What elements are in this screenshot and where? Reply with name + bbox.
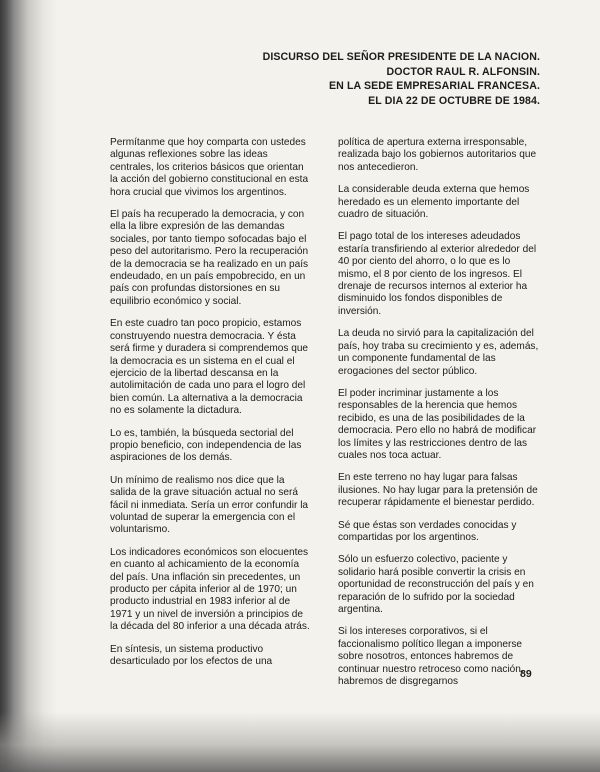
paragraph: En este terreno no hay lugar para falsas ilusiones. No hay lugar para la pretensión de recuperar rápidamente el bienestar perdido. (338, 472, 538, 509)
paragraph: Lo es, también, la búsqueda sectorial del propio beneficio, con independencia de las aspiraciones de los demás. (110, 427, 302, 464)
paragraph: El país ha recuperado la democracia, y con ella la libre expresión de las demandas sociales, por tanto tiempo sofocadas bajo el peso del autoritarismo. Pero la recuperación de la democracia se ha realizado en un país endeudado, en un país empobrecido, en un país con profundas distorsiones en su equilibrio económico y social. (110, 209, 309, 307)
heading-line-1: DISCURSO DEL SEÑOR PRESIDENTE DE LA NACION. (262, 51, 540, 63)
paragraph: El pago total de los intereses adeudados estaría transfiriendo al exterior alrededor del 40 por ciento del ahorro, o lo que es lo mismo, el 8 por ciento de los ingresos. El drenaje de recursos internos al exterior ha disminuido los fondos disponibles de inversión. (338, 231, 537, 317)
paragraph: Un mínimo de realismo nos dice que la salida de la grave situación actual no será fácil ni inmediata. Sería un error confundir la voluntad de superar la emergencia con el voluntarismo. (110, 474, 309, 536)
left-text-column (110, 137, 310, 678)
paragraph: La considerable deuda externa que hemos heredado es un elemento importante del cuadro de situación. (338, 184, 530, 221)
paragraph: política de apertura externa irresponsable, realizada bajo los gobiernos autoritarios que nos antecedieron. (338, 137, 537, 173)
heading-line-2: DOCTOR RAUL R. ALFONSIN. (386, 65, 540, 78)
paragraph: El poder incriminar justamente a los responsables de la herencia que hemos recibido, es una de las posibilidades de la democracia. Pero ello no habrá de modificar los límites y las restricciones dentro de las cuales nos toca actuar. (338, 387, 537, 461)
paragraph: Sólo un esfuerzo colectivo, paciente y solidario hará posible convertir la crisis en oportunidad de reconstrucción del país y en reparación de lo sufrido por la sociedad argentina. (338, 554, 534, 615)
paragraph: Sé que éstas son verdades conocidas y compartidas por los argentinos. (338, 519, 517, 543)
bottom-edge-shadow (0, 712, 600, 772)
paragraph: La deuda no sirvió para la capitalización del país, hoy traba su crecimiento y es, además, un componente fundamental de las erogaciones del sector público. (338, 328, 539, 377)
book-spine-shadow (0, 0, 58, 772)
paragraph: Los indicadores económicos son elocuentes en cuanto al achicamiento de la economía del país. Una inflación sin precedentes, un producto per cápita inferior al de 1970; un producto industrial en 1983 inferior al de 1971 y un nivel de inversión a principios de la década del 80 inferior a una década atrás. (110, 546, 310, 633)
right-text-column (338, 137, 543, 698)
paragraph: Permítanme que hoy comparta con ustedes algunas reflexiones sobre las ideas centrales, los criterios básicos que orientan la acción del gobierno constitucional en esta hora crucial que vivimos los argentinos. (110, 137, 309, 198)
speech-heading (263, 50, 540, 108)
heading-line-4: EL DIA 22 DE OCTUBRE DE 1984. (368, 94, 540, 107)
paragraph: En síntesis, un sistema productivo desarticulado por los efectos de una (110, 643, 273, 668)
paragraph: En este cuadro tan poco propicio, estamos construyendo nuestra democracia. Y ésta será firme y duradera si comprendemos que la democracia es un sistema en el cual el ejercicio de la libertad descansa en la autolimitación de cada uno para el logro del bien común. La alternativa a la democracia no es solamente la dictadura. (110, 318, 309, 417)
paragraph: Si los intereses corporativos, si el faccionalismo político llegan a imponerse sobre nosotros, entonces habremos de continuar nuestro retroceso como nación, habremos de disgregarnos (338, 626, 524, 688)
page-number: 89 (520, 668, 532, 680)
heading-line-3: EN LA SEDE EMPRESARIAL FRANCESA. (329, 80, 540, 92)
